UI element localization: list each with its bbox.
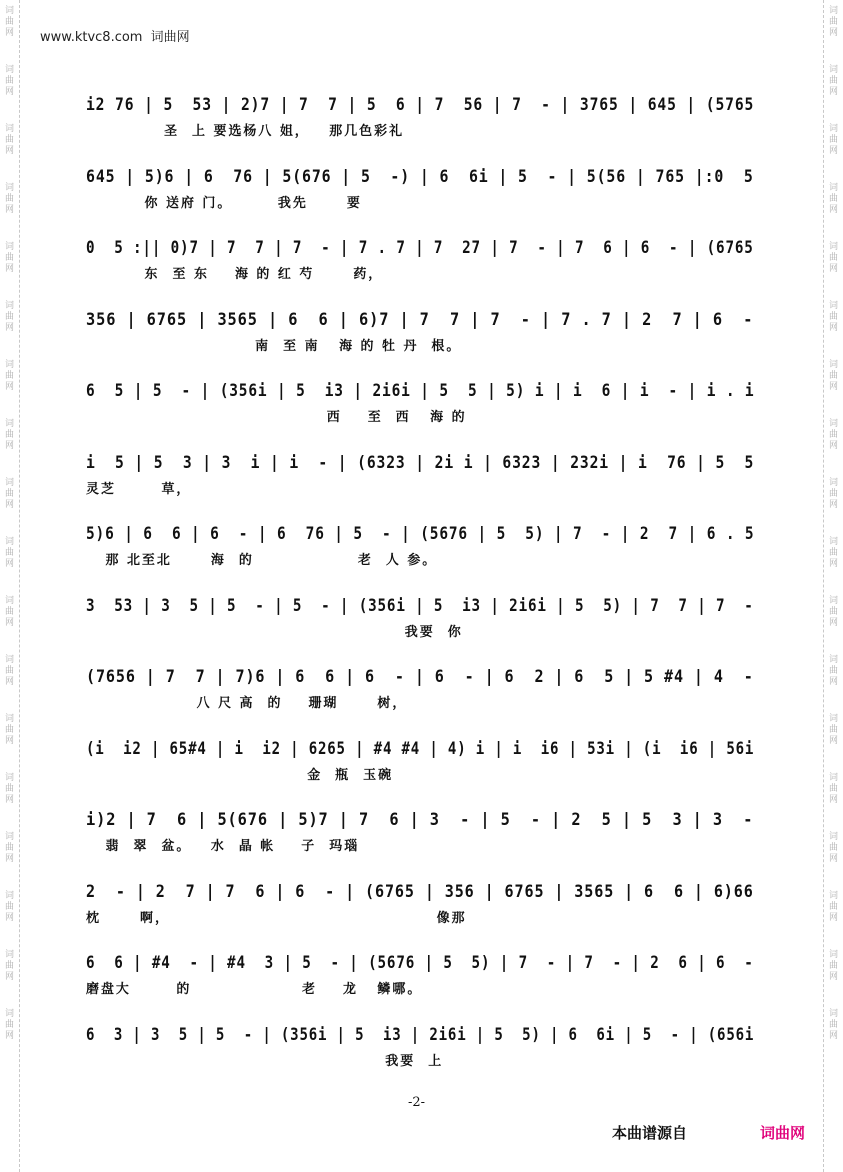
notation-line: i)2 | 7 6 | 5(676 | 5)7 | 7 6 | 3 - | 5 - | 2 5 | 5 3 | 3 - <box>86 810 754 830</box>
watermark-text: 词曲网 <box>828 950 838 982</box>
watermark-text: 词曲网 <box>4 360 14 392</box>
score-system <box>86 734 756 784</box>
lyric-line: 枕 啊， 像那 <box>86 910 467 926</box>
watermark-text: 词曲网 <box>4 832 14 864</box>
watermark-text: 词曲网 <box>4 714 14 746</box>
watermark-text: 词曲网 <box>4 65 14 97</box>
score-system <box>86 877 756 927</box>
lyric-line: 那 北至北 海 的 老 人 参。 <box>86 553 438 568</box>
page-number: -2- <box>408 1095 426 1110</box>
header-url[interactable]: www.ktvc8.com <box>40 30 143 45</box>
score-system <box>86 448 756 498</box>
notation-line: 2 - | 2 7 | 7 6 | 6 - | (6765 | 356 | 6765 | 3565 | 6 6 | 6)66 <box>86 881 754 902</box>
lyric-line: 南 至 南 海 的 牡 丹 根。 <box>86 338 462 354</box>
lyric-line: 西 至 西 海 的 <box>86 410 467 425</box>
watermark-text: 词曲网 <box>4 124 14 156</box>
footer-site-link[interactable]: 词曲网 <box>760 1124 806 1142</box>
notation-line: i 5 | 5 3 | 3 i | i - | (6323 | 2i i | 6323 | 232i | i 76 | 5 5 <box>86 452 755 473</box>
score-system <box>86 591 756 641</box>
score-system <box>86 662 756 712</box>
lyric-line: 灵芝 草， <box>86 481 192 497</box>
footer-source-label: 本曲谱源自 <box>612 1124 688 1142</box>
notation-line: i2 76 | 5 53 | 2)7 | 7 7 | 5 6 | 7 56 | 7 - | 3765 | 645 | (5765 <box>86 95 755 115</box>
notation-line: 5)6 | 6 6 | 6 - | 6 76 | 5 - | (5676 | 5 5) | 7 - | 2 7 | 6 . 5 <box>86 524 755 544</box>
watermark-text: 词曲网 <box>828 360 838 392</box>
lyric-line: 你 送府 门。 我先 要 <box>86 195 362 211</box>
lyric-line: 我要 你 <box>86 624 463 640</box>
watermark-text: 词曲网 <box>4 891 14 923</box>
page-header <box>40 26 190 45</box>
watermark-text: 词曲网 <box>828 773 838 805</box>
lyric-line: 磨盘大 的 老 龙 鳞哪。 <box>86 982 423 997</box>
lyric-line: 圣 上 要选杨八 姐， 那几色彩礼 <box>86 124 405 139</box>
watermark-text: 词曲网 <box>4 773 14 805</box>
lyric-line: 翡 翠 盆。 水 晶 帐 子 玛瑙 <box>86 839 360 854</box>
right-watermark-strip <box>823 0 843 1172</box>
score-system <box>86 519 756 569</box>
notation-line: 645 | 5)6 | 6 76 | 5(676 | 5 -) | 6 6i | 5 - | 5(56 | 765 |:0 5 <box>86 166 754 187</box>
watermark-text: 词曲网 <box>828 596 838 628</box>
watermark-text: 词曲网 <box>4 1009 14 1041</box>
lyric-line: 八 尺 高 的 珊瑚 树， <box>86 696 408 711</box>
watermark-text: 词曲网 <box>4 183 14 215</box>
notation-line: (i i2 | 65#4 | i i2 | 6265 | #4 #4 | 4) i | i i6 | 53i | (i i6 | 56i <box>86 738 755 759</box>
watermark-text: 词曲网 <box>4 301 14 333</box>
notation-line: 6 5 | 5 - | (356i | 5 i3 | 2i6i | 5 5 | 5) i | i 6 | i - | i . i <box>86 381 755 401</box>
notation-line: 356 | 6765 | 3565 | 6 6 | 6)7 | 7 7 | 7 - | 7 . 7 | 2 7 | 6 - <box>86 309 754 330</box>
notation-line: 3 53 | 3 5 | 5 - | 5 - | (356i | 5 i3 | 2i6i | 5 5) | 7 7 | 7 - <box>86 595 754 616</box>
score-system <box>86 305 756 355</box>
watermark-text: 词曲网 <box>828 891 838 923</box>
header-site-name: 词曲网 <box>150 30 190 45</box>
watermark-text: 词曲网 <box>4 242 14 274</box>
watermark-text: 词曲网 <box>4 537 14 569</box>
score-system <box>86 162 756 212</box>
watermark-text: 词曲网 <box>828 832 838 864</box>
notation-line: 6 6 | #4 - | #4 3 | 5 - | (5676 | 5 5) | 7 - | 7 - | 2 6 | 6 - <box>86 953 754 973</box>
notation-line: (7656 | 7 7 | 7)6 | 6 6 | 6 - | 6 - | 6 2 | 6 5 | 5 #4 | 4 - <box>86 667 754 687</box>
score-system <box>86 90 756 140</box>
watermark-text: 词曲网 <box>4 419 14 451</box>
watermark-text: 词曲网 <box>4 478 14 510</box>
watermark-text: 词曲网 <box>828 301 838 333</box>
score-system <box>86 233 756 283</box>
watermark-text: 词曲网 <box>4 655 14 687</box>
watermark-text: 词曲网 <box>828 6 838 38</box>
lyric-line: 我要 上 <box>86 1053 444 1069</box>
score-system <box>86 376 756 426</box>
watermark-text: 词曲网 <box>828 478 838 510</box>
watermark-text: 词曲网 <box>4 6 14 38</box>
watermark-text: 词曲网 <box>828 655 838 687</box>
watermark-text: 词曲网 <box>4 596 14 628</box>
lyric-line: 金 瓶 玉碗 <box>86 767 394 783</box>
lyric-line: 东 至 东 海 的 红 芍 药， <box>86 267 384 282</box>
watermark-text: 词曲网 <box>828 124 838 156</box>
watermark-text: 词曲网 <box>828 65 838 97</box>
score-system <box>86 948 756 998</box>
watermark-text: 词曲网 <box>828 183 838 215</box>
watermark-text: 词曲网 <box>828 242 838 274</box>
watermark-text: 词曲网 <box>828 714 838 746</box>
score-system <box>86 1020 756 1070</box>
notation-line: 6 3 | 3 5 | 5 - | (356i | 5 i3 | 2i6i | 5 5) | 6 6i | 5 - | (656i <box>86 1024 755 1045</box>
score-system <box>86 805 756 855</box>
watermark-text: 词曲网 <box>828 1009 838 1041</box>
watermark-text: 词曲网 <box>828 537 838 569</box>
watermark-text: 词曲网 <box>828 419 838 451</box>
watermark-text: 词曲网 <box>4 950 14 982</box>
notation-line: 0 5 :|| 0)7 | 7 7 | 7 - | 7 . 7 | 7 27 | 7 - | 7 6 | 6 - | (6765 <box>86 238 754 258</box>
left-watermark-strip <box>0 0 20 1172</box>
